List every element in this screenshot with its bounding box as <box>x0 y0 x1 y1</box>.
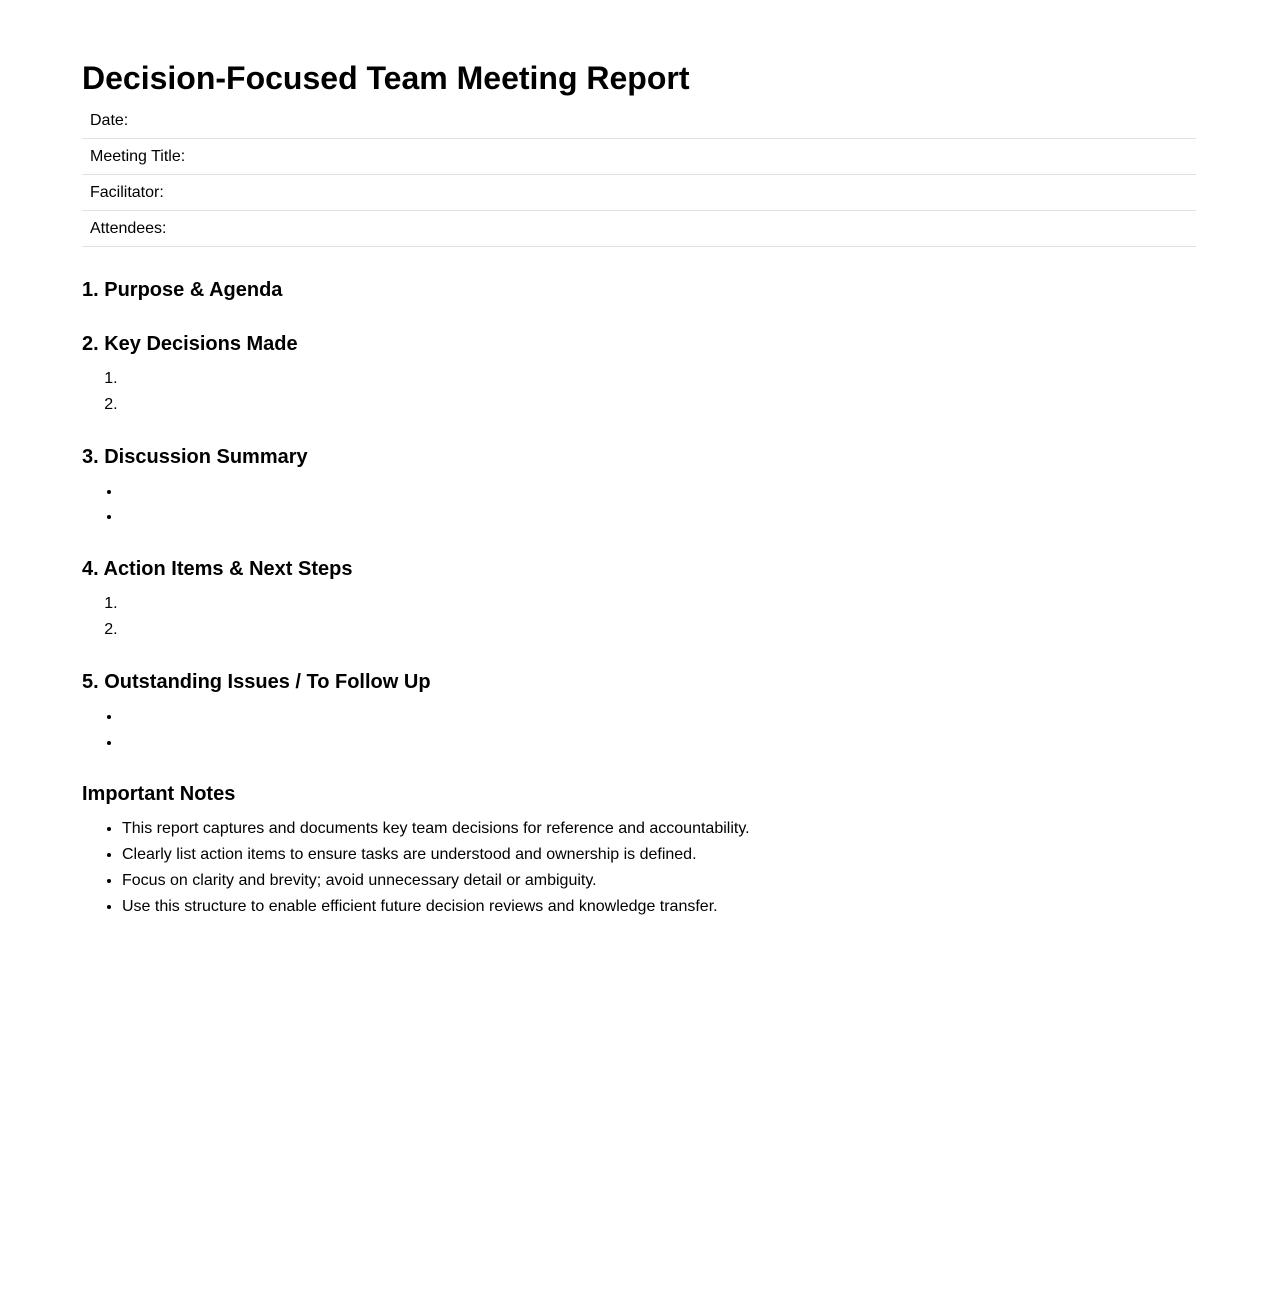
list-item <box>122 392 1196 418</box>
meta-row-facilitator <box>82 175 1196 211</box>
list-item: • This report captures and documents key team decisions for reference and accountability. <box>122 816 1196 842</box>
attendees-label: Attendees: <box>82 211 1196 247</box>
list-item <box>122 504 1196 530</box>
list-item <box>122 617 1196 643</box>
meta-row-attendees <box>82 211 1196 247</box>
list-item <box>122 479 1196 505</box>
meta-row-date <box>82 103 1196 139</box>
list-item <box>122 591 1196 617</box>
list-item <box>122 730 1196 756</box>
section-decisions-heading: 2. Key Decisions Made <box>82 333 298 355</box>
meeting-title-label: Meeting Title: <box>82 139 1196 175</box>
list-item: • Focus on clarity and brevity; avoid unnecessary detail or ambiguity. <box>122 868 1196 894</box>
action-items-list <box>82 591 1196 643</box>
section-discussion-heading: 3. Discussion Summary <box>82 445 308 468</box>
list-item: • Clearly list action items to ensure tasks are understood and ownership is defined. <box>122 842 1196 868</box>
date-label: Date: <box>82 103 1196 139</box>
outstanding-list <box>82 704 1196 756</box>
important-notes-list <box>82 816 1196 919</box>
section-actions-heading: 4. Action Items & Next Steps <box>82 558 353 581</box>
discussion-list <box>82 479 1196 531</box>
facilitator-label: Facilitator: <box>82 175 1196 211</box>
meeting-info-table <box>82 103 1196 247</box>
list-item: • Use this structure to enable efficient future decision reviews and knowledge transfer. <box>122 894 1196 920</box>
decisions-list <box>82 366 1196 418</box>
section-outstanding-heading: 5. Outstanding Issues / To Follow Up <box>82 670 431 693</box>
section-purpose-heading: 1. Purpose & Agenda <box>82 279 283 301</box>
list-item <box>122 704 1196 730</box>
page-title: Decision-Focused Team Meeting Report <box>82 60 690 96</box>
meta-row-meeting-title <box>82 139 1196 175</box>
list-item <box>122 366 1196 392</box>
section-notes-heading: Important Notes <box>82 783 236 806</box>
